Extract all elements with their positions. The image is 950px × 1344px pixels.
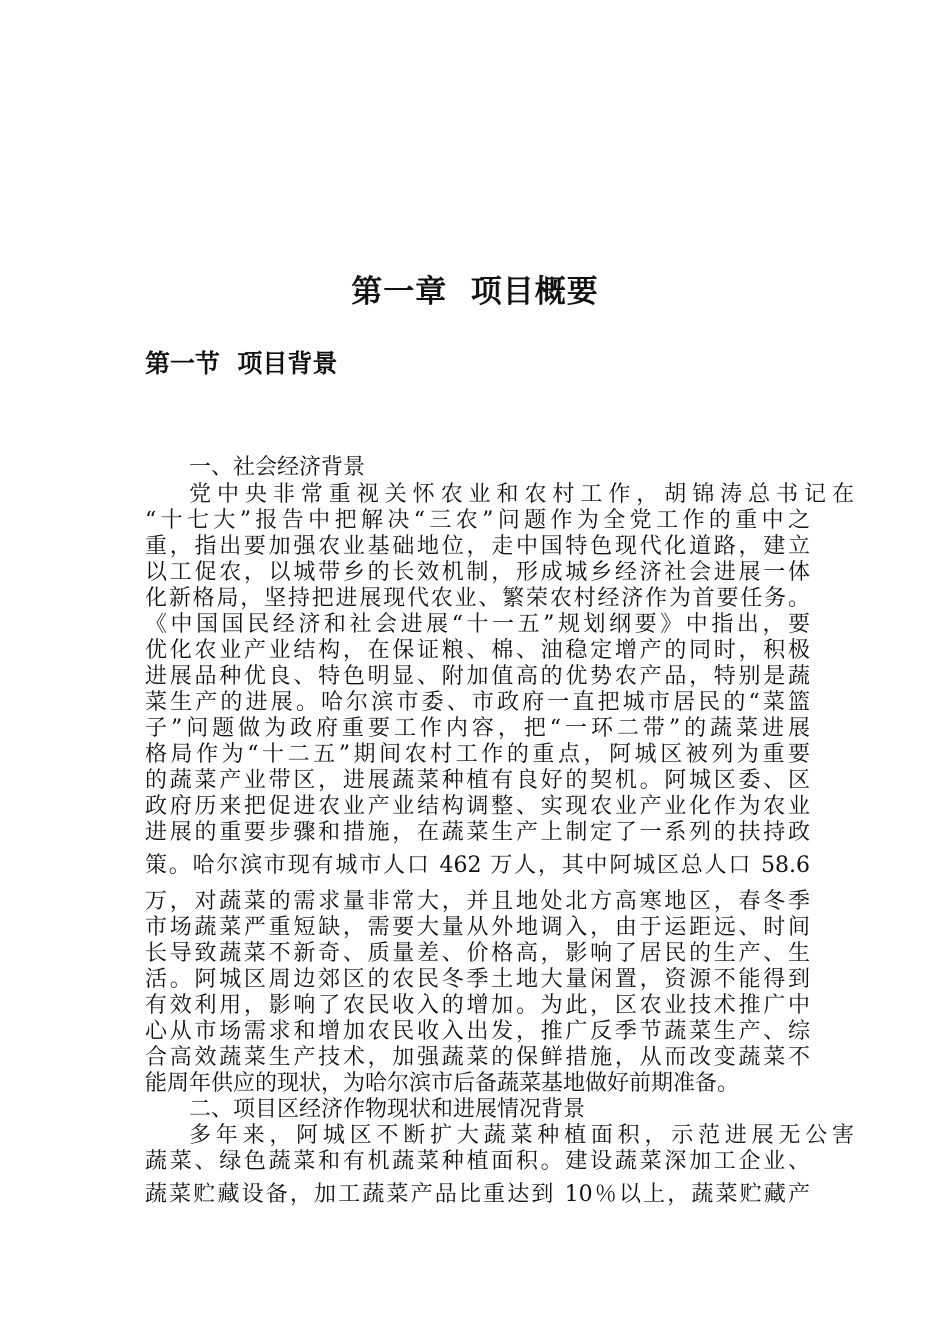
paragraph-line: 长导致蔬菜不新奇、质量差、价格高，影响了居民的生产、生 <box>145 941 810 966</box>
paragraph-line: 进展品种优良、特色明显、附加值高的优势农产品，特别是蔬 <box>145 664 810 689</box>
paragraph-line: 格局作为“十二五”期间农村工作的重点，阿城区被列为重要 <box>145 742 810 767</box>
paragraph-line: 有效利用，影响了农民收入的增加。为此，区农业技术推广中 <box>145 993 810 1018</box>
subheading-project-area: 二、项目区经济作物现状和进展情况背景 <box>189 1097 586 1122</box>
paragraph-line: 《中国国民经济和社会进展“十一五”规划纲要》中指出，要 <box>145 612 810 637</box>
paragraph-line: 蔬菜贮藏设备，加工蔬菜产品比重达到 10％以上，蔬菜贮藏产 <box>145 1182 810 1207</box>
paragraph-line: 菜生产的进展。哈尔滨市委、市政府一直把城市居民的“菜篮 <box>145 690 810 715</box>
subheading-social-economic: 一、社会经济背景 <box>189 455 366 480</box>
paragraph-line: 进展的重要步骤和措施，在蔬菜生产上制定了一系列的扶持政 <box>145 820 810 845</box>
paragraph-line: 心从市场需求和增加农民收入出发，推广反季节蔬菜生产、综 <box>145 1019 810 1044</box>
paragraph-line: 优化农业产业结构，在保证粮、棉、油稳定增产的同时，积极 <box>145 638 810 663</box>
paragraph-line: 能周年供应的现状，为哈尔滨市后备蔬菜基地做好前期准备。 <box>145 1071 740 1096</box>
paragraph-line: 重，指出要加强农业基础地位，走中国特色现代化道路，建立 <box>145 534 810 559</box>
paragraph-line: 化新格局，坚持把进展现代农业、繁荣农村经济作为首要任务。 <box>145 586 810 611</box>
paragraph-line: 政府历来把促进农业产业结构调整、实现农业产业化作为农业 <box>145 794 810 819</box>
paragraph-line: 多年来，阿城区不断扩大蔬菜种植面积，示范进展无公害 <box>189 1123 854 1148</box>
paragraph-line: 党中央非常重视关怀农业和农村工作，胡锦涛总书记在 <box>189 482 854 507</box>
chapter-title: 第一章 项目概要 <box>351 274 599 310</box>
paragraph-line: 蔬菜、绿色蔬菜和有机蔬菜种植面积。建设蔬菜深加工企业、 <box>145 1149 810 1174</box>
paragraph-line: “十七大”报告中把解决“三农”问题作为全党工作的重中之 <box>145 508 810 533</box>
paragraph-line: 市场蔬菜严重短缺，需要大量从外地调入，由于运距远、时间 <box>145 915 810 940</box>
section-title: 第一节 项目背景 <box>145 349 338 378</box>
paragraph-line: 合高效蔬菜生产技术，加强蔬菜的保鲜措施，从而改变蔬菜不 <box>145 1045 810 1070</box>
paragraph-line: 的蔬菜产业带区，进展蔬菜种植有良好的契机。阿城区委、区 <box>145 768 810 793</box>
paragraph-line: 以工促农，以城带乡的长效机制，形成城乡经济社会进展一体 <box>145 560 810 585</box>
paragraph-line: 活。阿城区周边郊区的农民冬季土地大量闲置，资源不能得到 <box>145 967 810 992</box>
paragraph-line: 子”问题做为政府重要工作内容，把“一环二带”的蔬菜进展 <box>145 716 810 741</box>
paragraph-line: 策。哈尔滨市现有城市人口 462 万人，其中阿城区总人口 58.6 <box>145 853 810 878</box>
paragraph-line: 万，对蔬菜的需求量非常大，并且地处北方高寒地区，春冬季 <box>145 889 810 914</box>
